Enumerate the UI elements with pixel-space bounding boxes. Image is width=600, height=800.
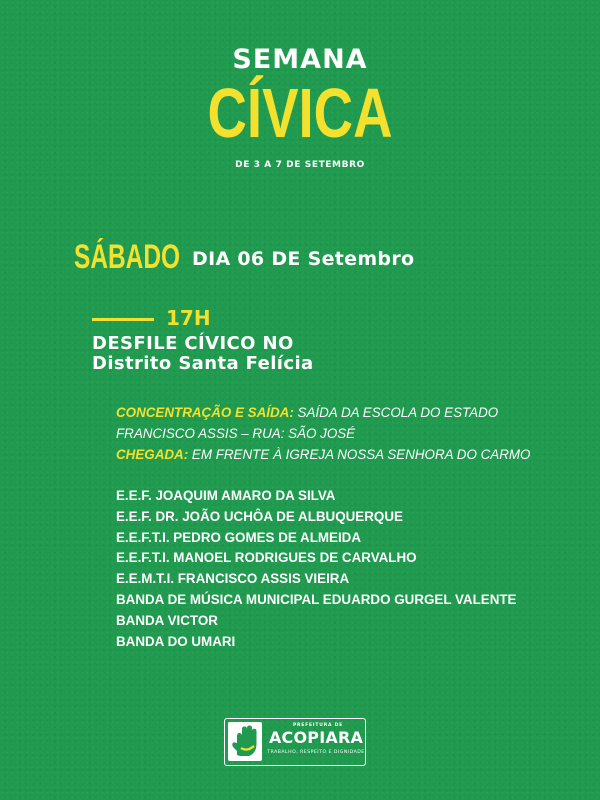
chegada-label: CHEGADA: xyxy=(116,447,189,462)
hand-emblem-icon xyxy=(228,722,262,761)
concentracao-row xyxy=(116,402,586,423)
event-title-line-2: Distrito Santa Felícia xyxy=(92,353,314,374)
list-item: BANDA DE MÚSICA MUNICIPAL EDUARDO GURGEL VALENTE xyxy=(116,591,517,607)
title-civica: CÍVICA xyxy=(207,74,393,152)
date-range: DE 3 A 7 DE SETEMBRO xyxy=(235,160,365,170)
weekday-label: SÁBADO xyxy=(74,238,181,276)
list-item: E.E.F.T.I. PEDRO GOMES DE ALMEIDA xyxy=(116,529,362,545)
list-item: E.E.M.T.I. FRANCISCO ASSIS VIEIRA xyxy=(116,571,350,587)
concentracao-label: CONCENTRAÇÃO E SAÍDA: xyxy=(116,405,294,420)
event-title xyxy=(92,334,314,374)
hour-divider xyxy=(92,318,154,321)
list-item: BANDA DO UMARI xyxy=(116,633,236,649)
event-title-line-1: DESFILE CÍVICO NO xyxy=(92,333,294,354)
participants-list xyxy=(116,486,517,652)
list-item: E.E.F. JOAQUIM AMARO DA SILVA xyxy=(116,488,336,503)
logo-name: ACOPIARA xyxy=(268,728,364,747)
day-date-label: DIA 06 DE Setembro xyxy=(192,248,415,270)
list-item: E.E.F.T.I. MANOEL RODRIGUES DE CARVALHO xyxy=(116,550,417,566)
chegada-row xyxy=(116,444,586,465)
list-item: E.E.F. DR. JOÃO UCHÔA DE ALBUQUERQUE xyxy=(116,508,403,524)
concentracao-value-2: FRANCISCO ASSIS – RUA: SÃO JOSÉ xyxy=(116,426,356,441)
logo-slogan: TRABALHO, RESPEITO E DIGNIDADE xyxy=(267,750,365,755)
title-semana: SEMANA xyxy=(232,44,368,75)
concentracao-value: SAÍDA DA ESCOLA DO ESTADO xyxy=(297,405,499,420)
chegada-value: EM FRENTE À IGREJA NOSSA SENHORA DO CARMO xyxy=(191,447,531,462)
event-details xyxy=(116,402,586,465)
logo-prefix: PREFEITURA DE xyxy=(292,723,344,728)
concentracao-row-2 xyxy=(116,423,586,444)
acopiara-logo xyxy=(224,718,366,766)
list-item: BANDA VICTOR xyxy=(116,612,218,628)
event-hour: 17H xyxy=(166,306,211,330)
